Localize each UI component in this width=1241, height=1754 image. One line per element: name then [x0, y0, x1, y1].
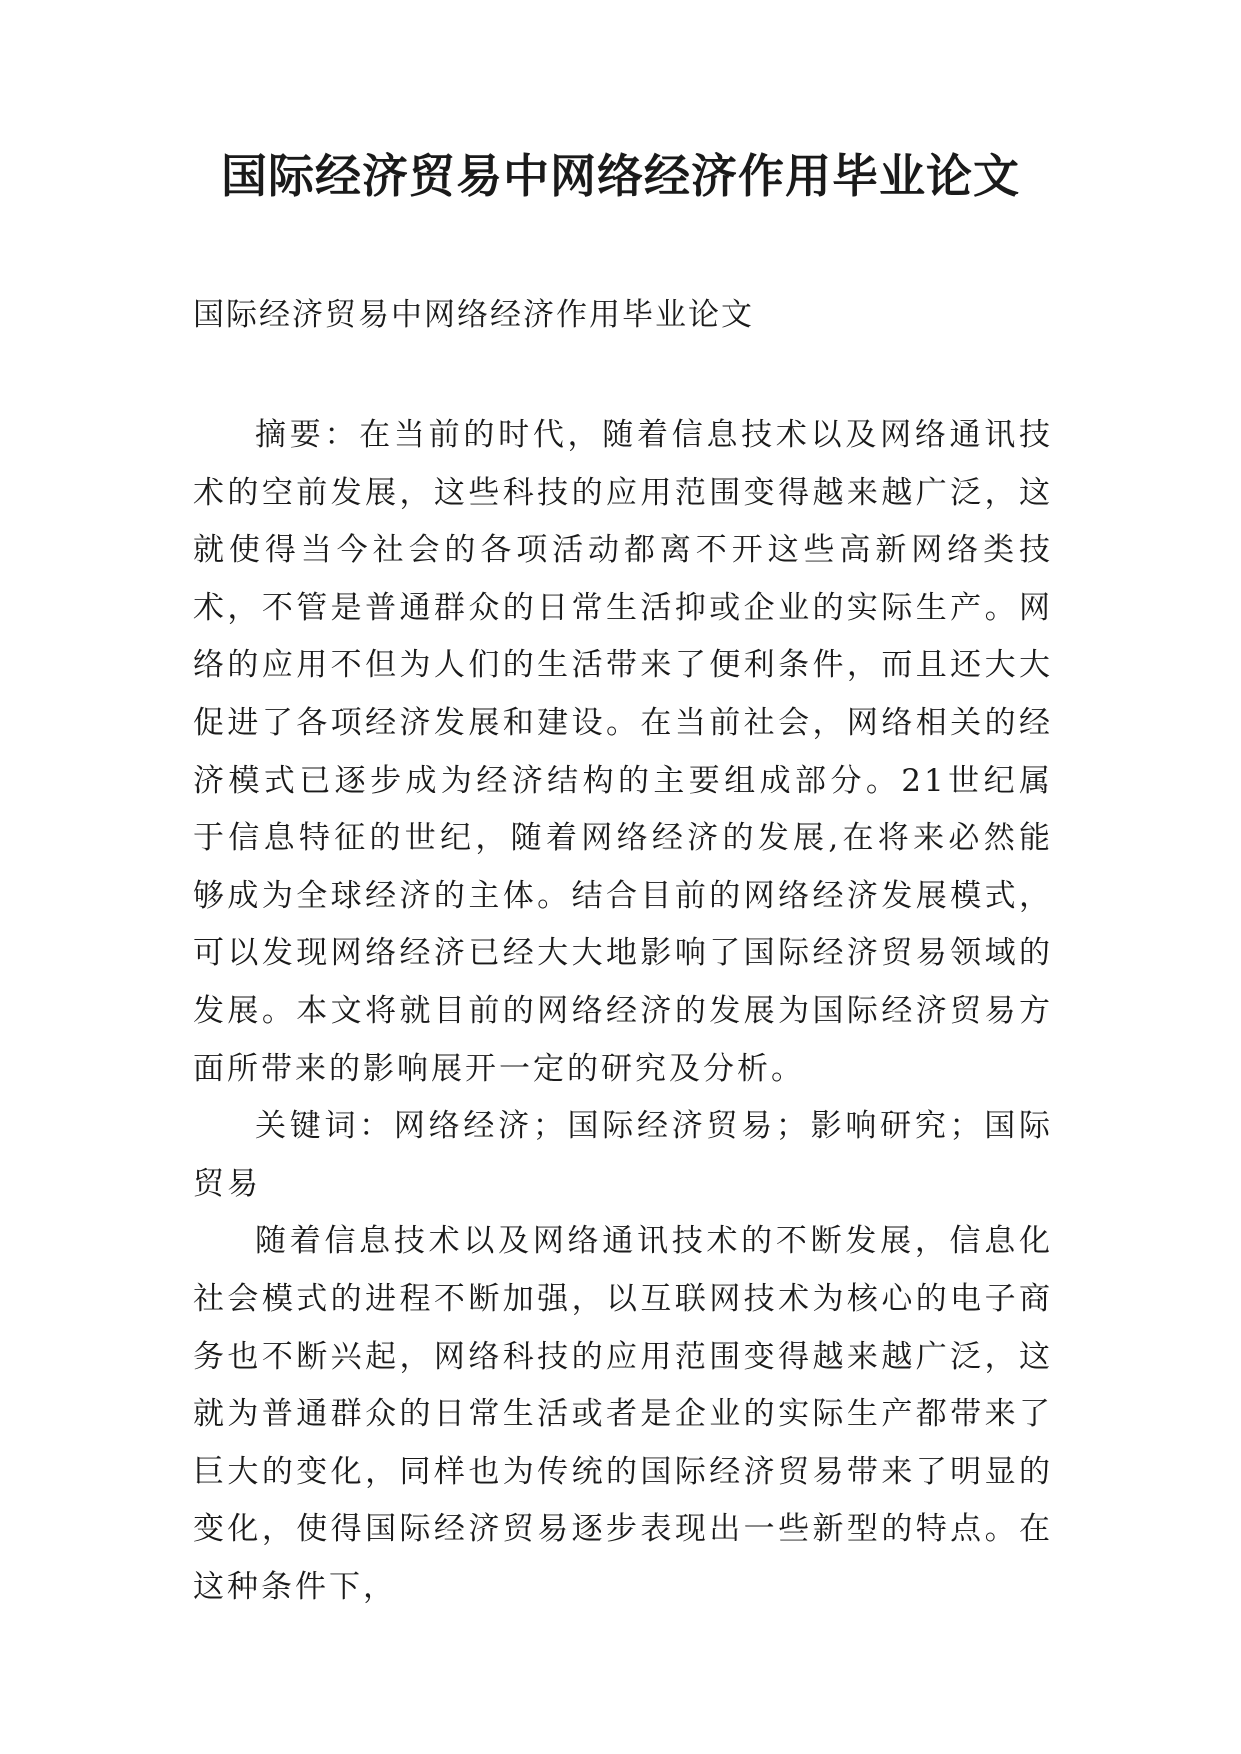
document-title: 国际经济贸易中网络经济作用毕业论文: [221, 149, 1020, 203]
abstract-paragraph: 摘要：在当前的时代，随着信息技术以及网络通讯技术的空前发展，这些科技的应用范围变得越来越广泛，这就使得当今社会的各项活动都离不开这些高新网络类技术，不管是普通群众的日常生活抑或企业的实际生产。网络的应用不但为人们的生活带来了便利条件，而且还大大促进了各项经济发展和建设。在当前社会，网络相关的经济模式已逐步成为经济结构的主要组成部分。21世纪属于信息特征的世纪，随着网络经济的发展,在将来必然能够成为全球经济的主体。结合目前的网络经济发展模式，可以发现网络经济已经大大地影响了国际经济贸易领域的发展。本文将就目前的网络经济的发展为国际经济贸易方面所带来的影响展开一定的研究及分析。: [193, 417, 1053, 1087]
document-body: [193, 407, 1053, 1616]
document-subtitle: 国际经济贸易中网络经济作用毕业论文: [193, 297, 754, 333]
keywords-paragraph: 关键词：网络经济；国际经济贸易；影响研究；国际贸易: [193, 1108, 1053, 1202]
body-paragraph: 随着信息技术以及网络通讯技术的不断发展，信息化社会模式的进程不断加强，以互联网技术为核心的电子商务也不断兴起，网络科技的应用范围变得越来越广泛，这就为普通群众的日常生活或者是企业的实际生产都带来了巨大的变化，同样也为传统的国际经济贸易带来了明显的变化，使得国际经济贸易逐步表现出一些新型的特点。在这种条件下，: [193, 1223, 1053, 1605]
